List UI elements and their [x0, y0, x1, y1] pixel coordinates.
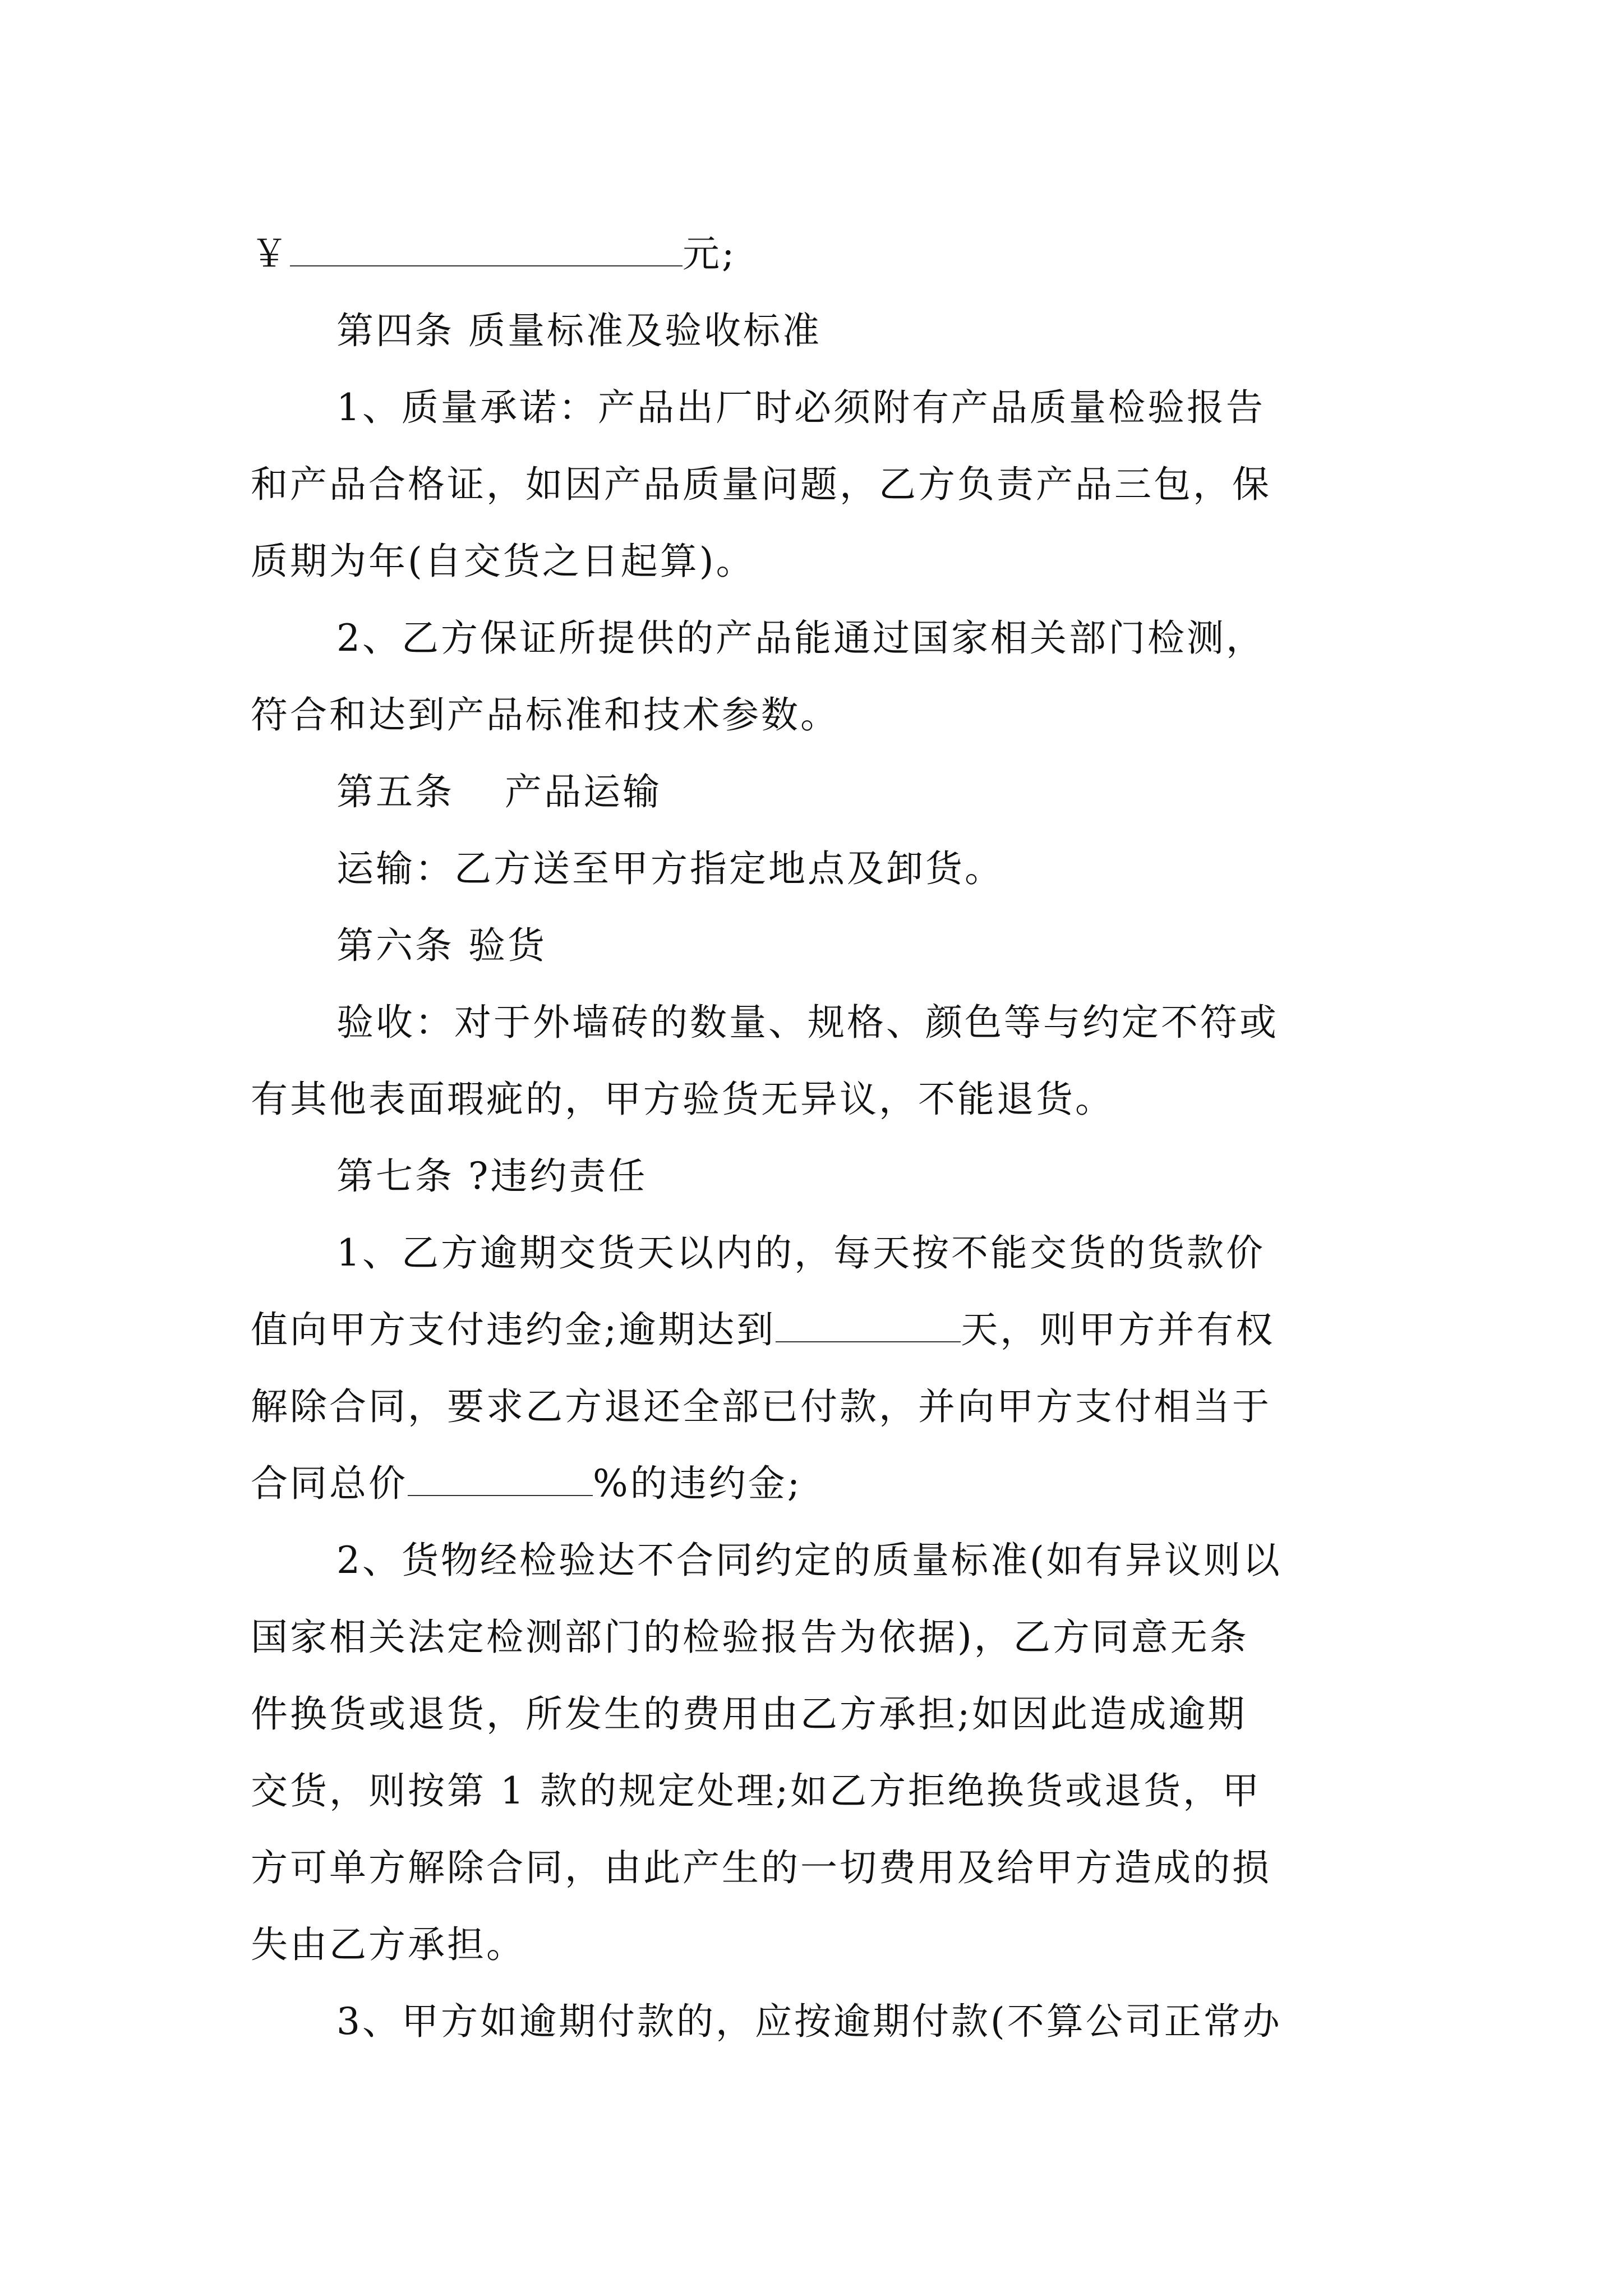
- article-4-p1-line3: 质期为年(自交货之日起算)。: [251, 540, 755, 583]
- article-6-p1-line2: 有其他表面瑕疵的，甲方验货无异议，不能退货。: [251, 1078, 1114, 1121]
- article-4-title: 第四条 质量标准及验收标准: [336, 309, 822, 352]
- article-7-p2-line3: 件换货或退货，所发生的费用由乙方承担;如因此造成逾期: [251, 1692, 1247, 1736]
- currency-symbol: ￥: [251, 232, 290, 275]
- article-7-p1-line4: [251, 1445, 1389, 1522]
- article-7-p1-line2-a: 值向甲方支付违约金;逾期达到: [251, 1308, 776, 1351]
- article-7-p1-line2: [251, 1291, 1389, 1368]
- article-4-p2-line1: 2、乙方保证所提供的产品能通过国家相关部门检测，: [336, 616, 1265, 660]
- article-6-title: 第六条 验货: [336, 924, 547, 967]
- amount-suffix: 元;: [683, 232, 737, 275]
- amount-line: [251, 215, 1389, 292]
- article-4-p2-line2: 符合和达到产品标准和技术参数。: [251, 693, 840, 737]
- article-7-p1-line2-b: 天，则甲方并有权: [961, 1308, 1275, 1351]
- article-5-title: [251, 753, 1389, 830]
- days-blank: [776, 1309, 961, 1342]
- document-body: [251, 215, 1389, 2060]
- article-4-p1-line2: 和产品合格证，如因产品质量问题，乙方负责产品三包，保: [251, 463, 1271, 506]
- article-7-p2-line6: 失由乙方承担。: [251, 1923, 525, 1966]
- article-7-p2-line5: 方可单方解除合同，由此产生的一切费用及给甲方造成的损: [251, 1846, 1271, 1889]
- article-7-p1-line4-a: 合同总价: [251, 1462, 408, 1505]
- article-7-p1-line1: 1、乙方逾期交货天以内的，每天按不能交货的货款价: [336, 1231, 1265, 1274]
- article-7-p1-line4-b: %的违约金;: [593, 1462, 802, 1505]
- article-7-p1-line3: 解除合同，要求乙方退还全部已付款，并向甲方支付相当于: [251, 1385, 1271, 1428]
- percent-blank: [408, 1462, 593, 1496]
- article-4-p1-line1: 1、质量承诺：产品出厂时必须附有产品质量检验报告: [336, 386, 1265, 429]
- article-7-p3-line1: 3、甲方如逾期付款的，应按逾期付款(不算公司正常办: [336, 2000, 1282, 2043]
- article-7-p2-line2: 国家相关法定检测部门的检验报告为依据)，乙方同意无条: [251, 1616, 1249, 1659]
- article-5-heading: 产品运输: [505, 770, 662, 813]
- article-7-p2-line1: 2、货物经检验达不合同约定的质量标准(如有异议则以: [336, 1539, 1282, 1582]
- amount-blank: [290, 233, 683, 266]
- article-6-p1-line1: 验收：对于外墙砖的数量、规格、颜色等与约定不符或: [336, 1001, 1279, 1044]
- article-5-number: 第五条: [336, 770, 454, 813]
- article-7-p2-line4: 交货，则按第 1 款的规定处理;如乙方拒绝换货或退货，甲: [251, 1769, 1262, 1812]
- article-7-title: 第七条 ?违约责任: [336, 1154, 648, 1198]
- article-5-p1: 运输：乙方送至甲方指定地点及卸货。: [336, 847, 1004, 890]
